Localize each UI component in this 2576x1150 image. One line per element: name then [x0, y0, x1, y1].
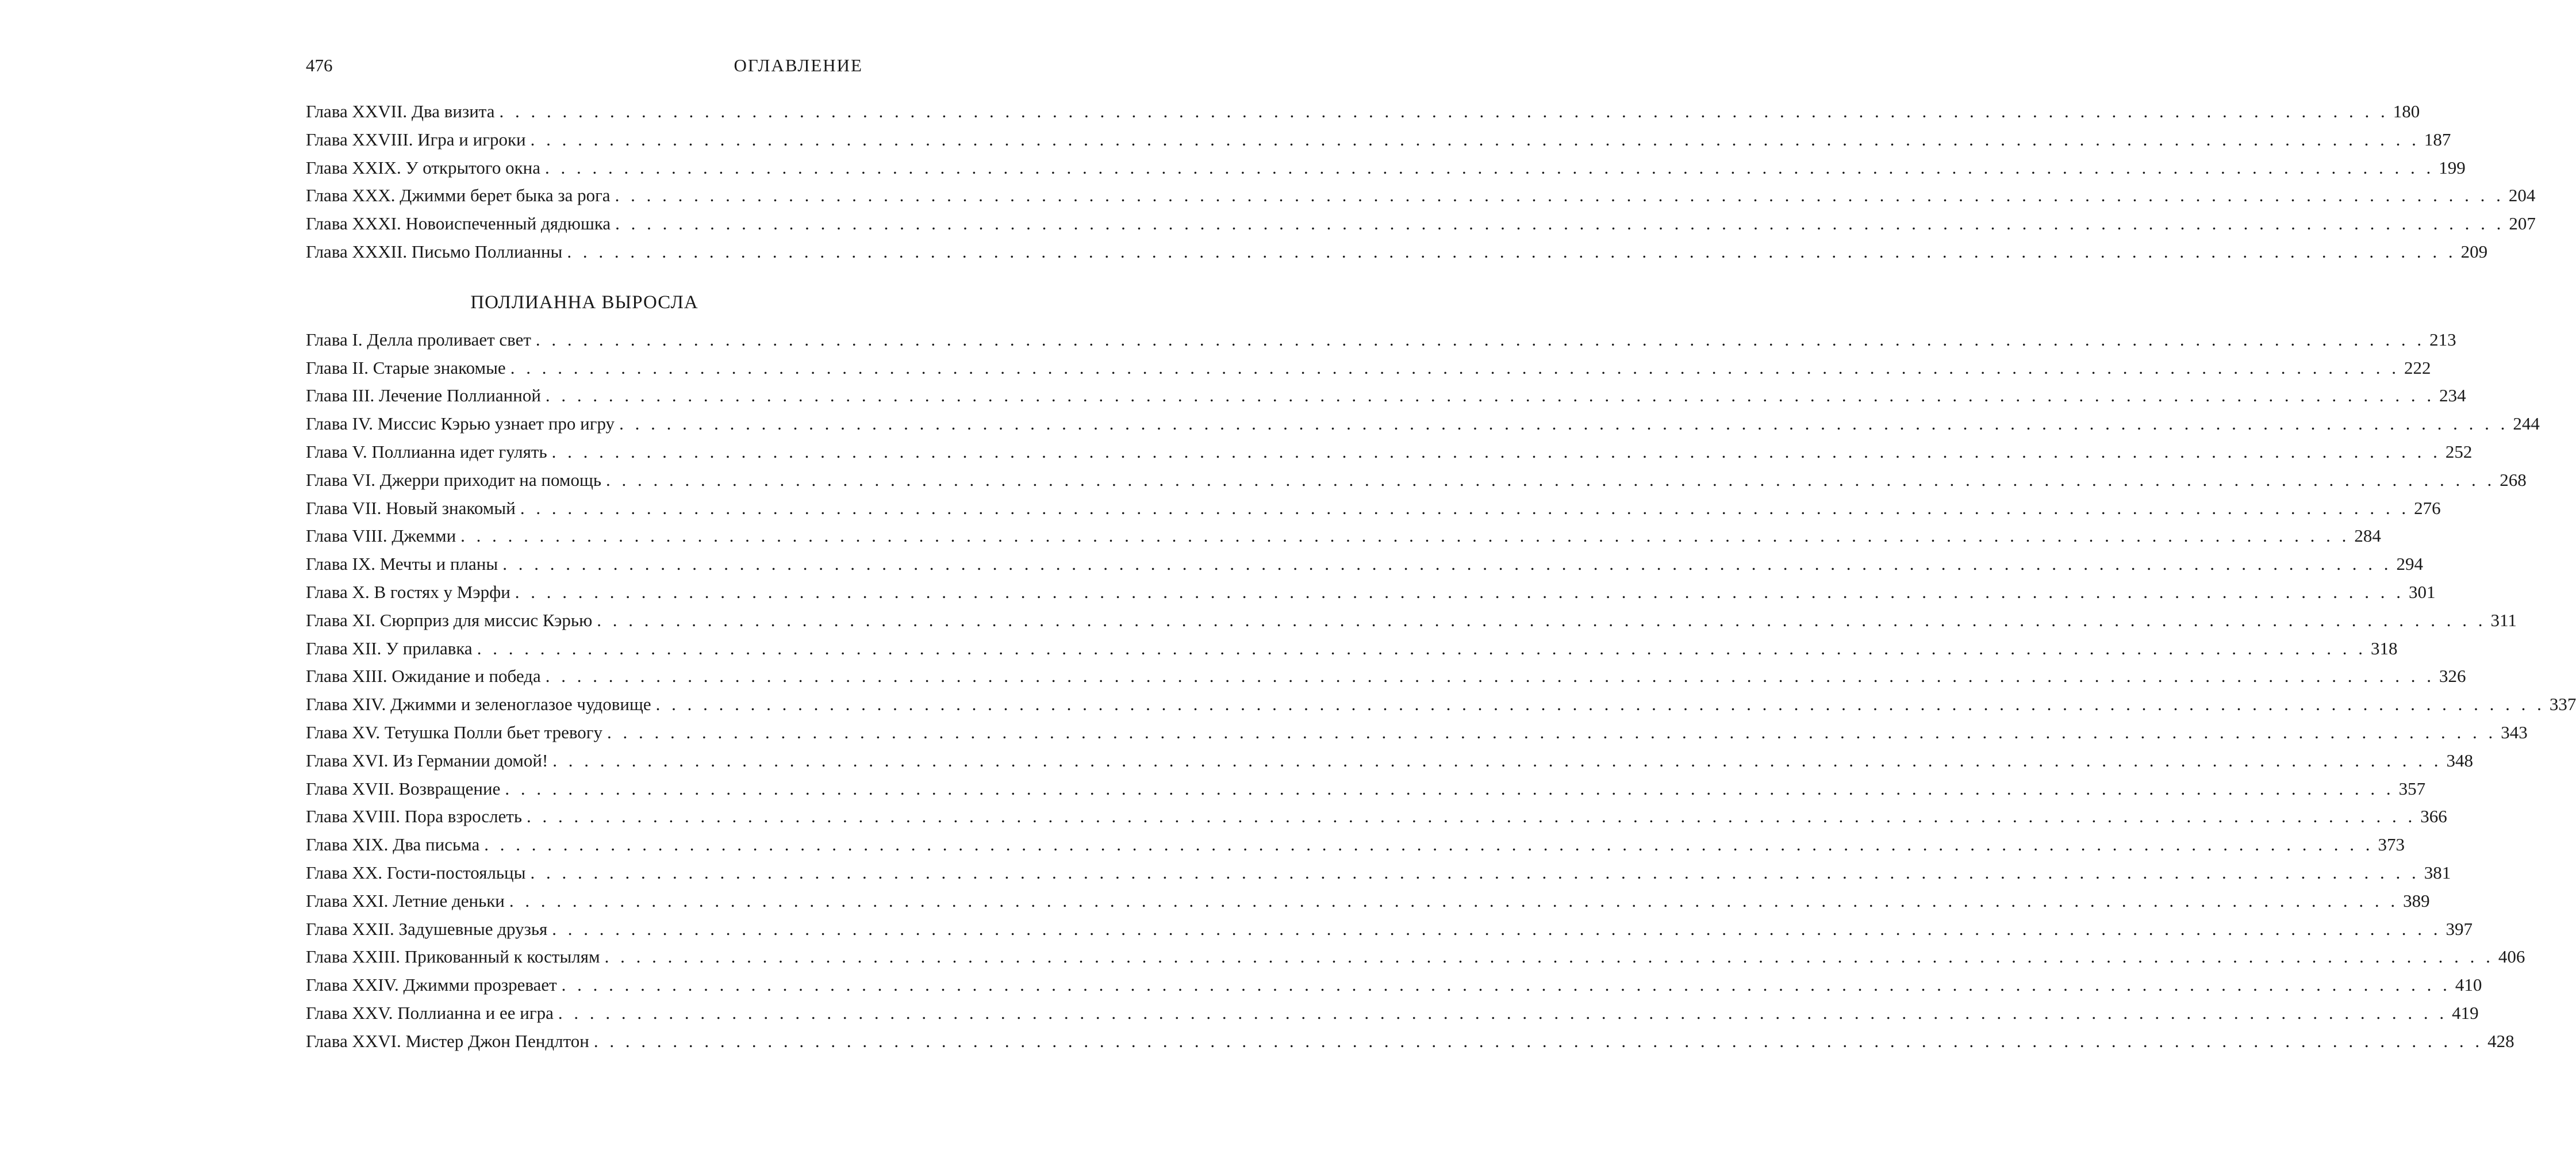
toc-entry[interactable] — [306, 438, 2473, 466]
toc-entry[interactable] — [306, 831, 2405, 859]
toc-dot-leader: . . . . . . . . . . . . . . . . . . . . . . . . . . . . . . . . . . . . . . . . . . . . . . . . . . . . . . . . . . . . . . . . . . . . . . . . . . . . . . . . . . . . . . . . . . . . . . . . . . . . . . . . . . . . . . . . . . . . . . . . — [561, 975, 2451, 995]
toc-entry-page: 252 — [2445, 441, 2473, 462]
page-number: 476 — [306, 55, 333, 75]
toc-entry-page: 213 — [2429, 329, 2456, 350]
toc-entry-title: Глава XXIII. Прикованный к костылям — [306, 946, 600, 967]
toc-entry-page: 284 — [2354, 526, 2381, 546]
toc-dot-leader: . . . . . . . . . . . . . . . . . . . . . . . . . . . . . . . . . . . . . . . . . . . . . . . . . . . . . . . . . . . . . . . . . . . . . . . . . . . . . . . . . . . . . . . . . . . . . . . . . . . . . . . . . . . . . . . . . . . . . . . . — [606, 469, 2496, 490]
toc-dot-leader: . . . . . . . . . . . . . . . . . . . . . . . . . . . . . . . . . . . . . . . . . . . . . . . . . . . . . . . . . . . . . . . . . . . . . . . . . . . . . . . . . . . . . . . . . . . . . . . . . . . . . . . . . . . . . . . . . . . . . . . . — [520, 497, 2410, 518]
toc-entry-title: Глава XII. У прилавка — [306, 638, 473, 658]
toc-dot-leader: . . . . . . . . . . . . . . . . . . . . . . . . . . . . . . . . . . . . . . . . . . . . . . . . . . . . . . . . . . . . . . . . . . . . . . . . . . . . . . . . . . . . . . . . . . . . . . . . . . . . . . . . . . . . . . . . . . . . . . . . — [552, 918, 2441, 939]
toc-dot-leader: . . . . . . . . . . . . . . . . . . . . . . . . . . . . . . . . . . . . . . . . . . . . . . . . . . . . . . . . . . . . . . . . . . . . . . . . . . . . . . . . . . . . . . . . . . . . . . . . . . . . . . . . . . . . . . . . . . . . . . . . — [510, 357, 2400, 378]
toc-entry-page: 366 — [2420, 806, 2447, 827]
toc-dot-leader: . . . . . . . . . . . . . . . . . . . . . . . . . . . . . . . . . . . . . . . . . . . . . . . . . . . . . . . . . . . . . . . . . . . . . . . . . . . . . . . . . . . . . . . . . . . . . . . . . . . . . . . . . . . . . . . . . . . . . . . . — [607, 722, 2497, 742]
toc-entry-title: Глава VII. Новый знакомый — [306, 497, 516, 518]
toc-dot-leader: . . . . . . . . . . . . . . . . . . . . . . . . . . . . . . . . . . . . . . . . . . . . . . . . . . . . . . . . . . . . . . . . . . . . . . . . . . . . . . . . . . . . . . . . . . . . . . . . . . . . . . . . . . . . . . . . . . . . . . . . — [597, 610, 2486, 630]
toc-entry-page: 373 — [2378, 834, 2405, 855]
toc-entry[interactable] — [306, 691, 2576, 719]
toc-entry[interactable] — [306, 943, 2525, 971]
toc-entry[interactable] — [306, 775, 2426, 803]
toc-entry-title: Глава V. Поллианна идет гулять — [306, 441, 547, 462]
toc-entry[interactable] — [306, 999, 2479, 1028]
toc-entry-title: Глава XXIV. Джимми прозревает — [306, 975, 557, 995]
toc-entry[interactable] — [306, 182, 2536, 210]
toc-entry-page: 234 — [2439, 385, 2466, 406]
toc-dot-leader: . . . . . . . . . . . . . . . . . . . . . . . . . . . . . . . . . . . . . . . . . . . . . . . . . . . . . . . . . . . . . . . . . . . . . . . . . . . . . . . . . . . . . . . . . . . . . . . . . . . . . . . . . . . . . . . . . . . . . . . . — [615, 213, 2505, 234]
toc-entry[interactable] — [306, 578, 2436, 607]
toc-entry-title: Глава I. Делла проливает свет — [306, 329, 531, 350]
toc-entry-page: 207 — [2509, 213, 2536, 234]
section-heading: ПОЛЛИАННА ВЫРОСЛА — [470, 292, 698, 313]
toc-entry[interactable] — [306, 382, 2466, 410]
toc-dot-leader: . . . . . . . . . . . . . . . . . . . . . . . . . . . . . . . . . . . . . . . . . . . . . . . . . . . . . . . . . . . . . . . . . . . . . . . . . . . . . . . . . . . . . . . . . . . . . . . . . . . . . . . . . . . . . . . . . . . . . . . . — [545, 666, 2435, 687]
toc-entry-page: 187 — [2424, 129, 2451, 150]
toc-entry[interactable] — [306, 410, 2540, 438]
toc-entry-title: Глава XXV. Поллианна и ее игра — [306, 1002, 554, 1023]
toc-dot-leader: . . . . . . . . . . . . . . . . . . . . . . . . . . . . . . . . . . . . . . . . . . . . . . . . . . . . . . . . . . . . . . . . . . . . . . . . . . . . . . . . . . . . . . . . . . . . . . . . . . . . . . . . . . . . . . . . . . . . . . . . — [505, 778, 2394, 799]
toc-entry[interactable] — [306, 887, 2430, 915]
toc-dot-leader: . . . . . . . . . . . . . . . . . . . . . . . . . . . . . . . . . . . . . . . . . . . . . . . . . . . . . . . . . . . . . . . . . . . . . . . . . . . . . . . . . . . . . . . . . . . . . . . . . . . . . . . . . . . . . . . . . . . . . . . . — [567, 241, 2456, 262]
toc-entry-page: 406 — [2498, 946, 2525, 967]
toc-entry[interactable] — [306, 98, 2420, 126]
toc-entry-page: 222 — [2404, 357, 2431, 378]
toc-entry-title: Глава XXI. Летние деньки — [306, 890, 505, 911]
toc-list-part1 — [306, 98, 2536, 266]
toc-entry[interactable] — [306, 210, 2536, 238]
toc-entry-title: Глава II. Старые знакомые — [306, 357, 506, 378]
toc-dot-leader: . . . . . . . . . . . . . . . . . . . . . . . . . . . . . . . . . . . . . . . . . . . . . . . . . . . . . . . . . . . . . . . . . . . . . . . . . . . . . . . . . . . . . . . . . . . . . . . . . . . . . . . . . . . . . . . . . . . . . . . . — [551, 441, 2441, 462]
toc-entry-page: 318 — [2370, 638, 2398, 658]
toc-entry-page: 311 — [2490, 610, 2517, 630]
toc-dot-leader: . . . . . . . . . . . . . . . . . . . . . . . . . . . . . . . . . . . . . . . . . . . . . . . . . . . . . . . . . . . . . . . . . . . . . . . . . . . . . . . . . . . . . . . . . . . . . . . . . . . . . . . . . . . . . . . . . . . . . . . . — [655, 694, 2545, 715]
toc-entry-title: Глава XIV. Джимми и зеленоглазое чудовище — [306, 694, 651, 715]
toc-entry-page: 410 — [2455, 975, 2482, 995]
toc-entry-page: 348 — [2446, 750, 2474, 770]
toc-dot-leader: . . . . . . . . . . . . . . . . . . . . . . . . . . . . . . . . . . . . . . . . . . . . . . . . . . . . . . . . . . . . . . . . . . . . . . . . . . . . . . . . . . . . . . . . . . . . . . . . . . . . . . . . . . . . . . . . . . . . . . . . — [515, 581, 2405, 602]
toc-entry-page: 244 — [2513, 413, 2540, 434]
toc-entry-page: 343 — [2501, 722, 2528, 742]
toc-entry[interactable] — [306, 607, 2517, 635]
toc-entry-title: Глава XXIX. У открытого окна — [306, 157, 541, 178]
toc-entry-page: 381 — [2424, 862, 2451, 883]
toc-entry-title: Глава XIII. Ожидание и победа — [306, 666, 541, 687]
toc-entry[interactable] — [306, 971, 2482, 999]
toc-dot-leader: . . . . . . . . . . . . . . . . . . . . . . . . . . . . . . . . . . . . . . . . . . . . . . . . . . . . . . . . . . . . . . . . . . . . . . . . . . . . . . . . . . . . . . . . . . . . . . . . . . . . . . . . . . . . . . . . . . . . . . . . — [545, 385, 2435, 406]
toc-entry-title: Глава XVIII. Пора взрослеть — [306, 806, 523, 827]
toc-entry[interactable] — [306, 154, 2466, 182]
toc-entry[interactable] — [306, 466, 2527, 494]
toc-dot-leader: . . . . . . . . . . . . . . . . . . . . . . . . . . . . . . . . . . . . . . . . . . . . . . . . . . . . . . . . . . . . . . . . . . . . . . . . . . . . . . . . . . . . . . . . . . . . . . . . . . . . . . . . . . . . . . . . . . . . . . . . — [509, 890, 2399, 911]
toc-entry-title: Глава XXXI. Новоиспеченный дядюшка — [306, 213, 611, 234]
toc-dot-leader: . . . . . . . . . . . . . . . . . . . . . . . . . . . . . . . . . . . . . . . . . . . . . . . . . . . . . . . . . . . . . . . . . . . . . . . . . . . . . . . . . . . . . . . . . . . . . . . . . . . . . . . . . . . . . . . . . . . . . . . . — [484, 834, 2374, 855]
toc-entry-title: Глава XXVII. Два визита — [306, 101, 495, 121]
toc-entry-title: Глава XXVIII. Игра и игроки — [306, 129, 526, 150]
toc-entry-page: 199 — [2439, 157, 2466, 178]
toc-entry-title: Глава XXII. Задушевные друзья — [306, 918, 548, 939]
toc-entry-page: 428 — [2487, 1030, 2514, 1051]
toc-entry-title: Глава III. Лечение Поллианной — [306, 385, 541, 406]
toc-entry[interactable] — [306, 915, 2473, 944]
toc-entry[interactable] — [306, 522, 2381, 550]
toc-entry[interactable] — [306, 747, 2474, 775]
toc-entry[interactable] — [306, 662, 2466, 691]
toc-entry-page: 357 — [2398, 778, 2426, 799]
toc-entry[interactable] — [306, 238, 2488, 266]
toc-dot-leader: . . . . . . . . . . . . . . . . . . . . . . . . . . . . . . . . . . . . . . . . . . . . . . . . . . . . . . . . . . . . . . . . . . . . . . . . . . . . . . . . . . . . . . . . . . . . . . . . . . . . . . . . . . . . . . . . . . . . . . . . — [535, 329, 2425, 350]
toc-entry-title: Глава VI. Джерри приходит на помощь — [306, 469, 602, 490]
toc-dot-leader: . . . . . . . . . . . . . . . . . . . . . . . . . . . . . . . . . . . . . . . . . . . . . . . . . . . . . . . . . . . . . . . . . . . . . . . . . . . . . . . . . . . . . . . . . . . . . . . . . . . . . . . . . . . . . . . . . . . . . . . . — [527, 806, 2416, 827]
toc-entry-page: 337 — [2549, 694, 2576, 715]
toc-entry-title: Глава XXXII. Письмо Поллианны — [306, 241, 563, 262]
toc-entry-page: 180 — [2393, 101, 2420, 121]
toc-entry-page: 326 — [2439, 666, 2466, 687]
toc-entry-title: Глава XXVI. Мистер Джон Пендлтон — [306, 1030, 589, 1051]
toc-dot-leader: . . . . . . . . . . . . . . . . . . . . . . . . . . . . . . . . . . . . . . . . . . . . . . . . . . . . . . . . . . . . . . . . . . . . . . . . . . . . . . . . . . . . . . . . . . . . . . . . . . . . . . . . . . . . . . . . . . . . . . . . — [460, 526, 2350, 546]
toc-entry-title: Глава XX. Гости-постояльцы — [306, 862, 526, 883]
toc-entry-title: Глава IX. Мечты и планы — [306, 554, 498, 574]
toc-entry[interactable] — [306, 1028, 2514, 1056]
toc-entry-page: 294 — [2396, 554, 2423, 574]
toc-entry-page: 204 — [2508, 185, 2536, 206]
toc-entry[interactable] — [306, 550, 2423, 578]
toc-entry[interactable] — [306, 803, 2447, 831]
toc-entry-title: Глава XVII. Возвращение — [306, 778, 501, 799]
toc-entry-title: Глава XXX. Джимми берет быка за рога — [306, 185, 611, 206]
running-title: ОГЛАВЛЕНИЕ — [734, 55, 863, 75]
toc-dot-leader: . . . . . . . . . . . . . . . . . . . . . . . . . . . . . . . . . . . . . . . . . . . . . . . . . . . . . . . . . . . . . . . . . . . . . . . . . . . . . . . . . . . . . . . . . . . . . . . . . . . . . . . . . . . . . . . . . . . . . . . . — [604, 946, 2494, 967]
toc-entry-page: 397 — [2446, 918, 2473, 939]
toc-dot-leader: . . . . . . . . . . . . . . . . . . . . . . . . . . . . . . . . . . . . . . . . . . . . . . . . . . . . . . . . . . . . . . . . . . . . . . . . . . . . . . . . . . . . . . . . . . . . . . . . . . . . . . . . . . . . . . . . . . . . . . . . — [530, 129, 2420, 150]
toc-entry-title: Глава IV. Миссис Кэрью узнает про игру — [306, 413, 615, 434]
toc-entry[interactable] — [306, 859, 2451, 887]
toc-entry-title: Глава XIX. Два письма — [306, 834, 480, 855]
toc-dot-leader: . . . . . . . . . . . . . . . . . . . . . . . . . . . . . . . . . . . . . . . . . . . . . . . . . . . . . . . . . . . . . . . . . . . . . . . . . . . . . . . . . . . . . . . . . . . . . . . . . . . . . . . . . . . . . . . . . . . . . . . . — [558, 1002, 2448, 1023]
running-header — [306, 52, 863, 79]
toc-entry[interactable] — [306, 354, 2431, 382]
toc-entry-title: Глава X. В гостях у Мэрфи — [306, 581, 510, 602]
toc-dot-leader: . . . . . . . . . . . . . . . . . . . . . . . . . . . . . . . . . . . . . . . . . . . . . . . . . . . . . . . . . . . . . . . . . . . . . . . . . . . . . . . . . . . . . . . . . . . . . . . . . . . . . . . . . . . . . . . . . . . . . . . . — [502, 554, 2392, 574]
toc-entry-title: Глава XI. Сюрприз для миссис Кэрью — [306, 610, 593, 630]
toc-entry[interactable] — [306, 635, 2398, 663]
toc-dot-leader: . . . . . . . . . . . . . . . . . . . . . . . . . . . . . . . . . . . . . . . . . . . . . . . . . . . . . . . . . . . . . . . . . . . . . . . . . . . . . . . . . . . . . . . . . . . . . . . . . . . . . . . . . . . . . . . . . . . . . . . . — [615, 185, 2504, 206]
toc-entry[interactable] — [306, 719, 2528, 747]
toc-dot-leader: . . . . . . . . . . . . . . . . . . . . . . . . . . . . . . . . . . . . . . . . . . . . . . . . . . . . . . . . . . . . . . . . . . . . . . . . . . . . . . . . . . . . . . . . . . . . . . . . . . . . . . . . . . . . . . . . . . . . . . . . — [530, 862, 2420, 883]
toc-entry-title: Глава XV. Тетушка Полли бьет тревогу — [306, 722, 603, 742]
toc-dot-leader: . . . . . . . . . . . . . . . . . . . . . . . . . . . . . . . . . . . . . . . . . . . . . . . . . . . . . . . . . . . . . . . . . . . . . . . . . . . . . . . . . . . . . . . . . . . . . . . . . . . . . . . . . . . . . . . . . . . . . . . . — [545, 157, 2435, 178]
toc-entry[interactable] — [306, 326, 2456, 354]
toc-entry-page: 268 — [2500, 469, 2527, 490]
toc-dot-leader: . . . . . . . . . . . . . . . . . . . . . . . . . . . . . . . . . . . . . . . . . . . . . . . . . . . . . . . . . . . . . . . . . . . . . . . . . . . . . . . . . . . . . . . . . . . . . . . . . . . . . . . . . . . . . . . . . . . . . . . . — [593, 1030, 2483, 1051]
toc-entry-page: 389 — [2403, 890, 2430, 911]
toc-dot-leader: . . . . . . . . . . . . . . . . . . . . . . . . . . . . . . . . . . . . . . . . . . . . . . . . . . . . . . . . . . . . . . . . . . . . . . . . . . . . . . . . . . . . . . . . . . . . . . . . . . . . . . . . . . . . . . . . . . . . . . . . — [499, 101, 2389, 121]
toc-entry-page: 419 — [2452, 1002, 2479, 1023]
toc-dot-leader: . . . . . . . . . . . . . . . . . . . . . . . . . . . . . . . . . . . . . . . . . . . . . . . . . . . . . . . . . . . . . . . . . . . . . . . . . . . . . . . . . . . . . . . . . . . . . . . . . . . . . . . . . . . . . . . . . . . . . . . . — [552, 750, 2442, 770]
toc-dot-leader: . . . . . . . . . . . . . . . . . . . . . . . . . . . . . . . . . . . . . . . . . . . . . . . . . . . . . . . . . . . . . . . . . . . . . . . . . . . . . . . . . . . . . . . . . . . . . . . . . . . . . . . . . . . . . . . . . . . . . . . . — [619, 413, 2509, 434]
toc-list-part2 — [306, 326, 2576, 1056]
toc-entry-title: Глава XVI. Из Германии домой! — [306, 750, 548, 770]
toc-dot-leader: . . . . . . . . . . . . . . . . . . . . . . . . . . . . . . . . . . . . . . . . . . . . . . . . . . . . . . . . . . . . . . . . . . . . . . . . . . . . . . . . . . . . . . . . . . . . . . . . . . . . . . . . . . . . . . . . . . . . . . . . — [477, 638, 2366, 658]
toc-entry-page: 301 — [2409, 581, 2436, 602]
toc-entry-page: 276 — [2414, 497, 2441, 518]
toc-entry[interactable] — [306, 494, 2441, 523]
toc-entry-page: 209 — [2460, 241, 2488, 262]
toc-entry[interactable] — [306, 126, 2451, 154]
book-page — [306, 52, 2576, 1056]
toc-entry-title: Глава VIII. Джемми — [306, 526, 456, 546]
